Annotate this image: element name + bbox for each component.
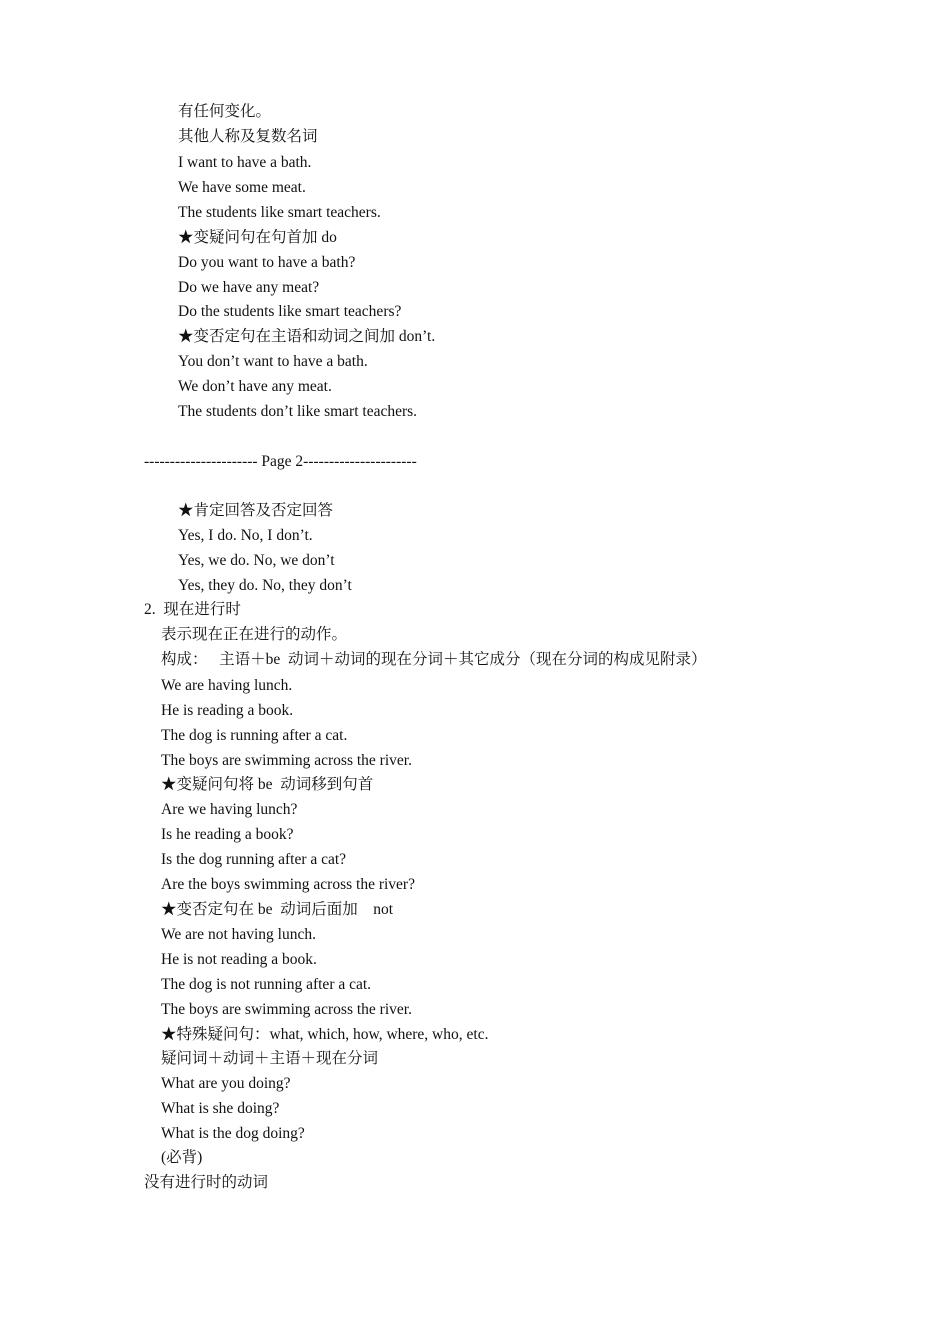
example-sentence: Is the dog running after a cat? [161,851,347,868]
text-line: 有任何变化。 [178,103,272,120]
page-separator: ---------------------- Page 2---------------------- [144,453,417,470]
rule-note: ★变否定句在主语和动词之间加 don’t. [178,328,436,345]
example-sentence: We are not having lunch. [161,926,316,943]
example-sentence: He is reading a book. [161,702,294,719]
example-sentence: He is not reading a book. [161,951,317,968]
example-sentence: Do we have any meat? [178,279,320,296]
rule-note: ★变疑问句在句首加 do [178,229,337,246]
section-heading: 没有进行时的动词 [144,1174,269,1191]
text-line: 其他人称及复数名词 [178,128,318,145]
example-sentence: We have some meat. [178,179,306,196]
rule-note: ★肯定回答及否定回答 [178,502,334,519]
section-heading: 2. 现在进行时 [144,601,241,618]
example-sentence: Are we having lunch? [161,801,298,818]
example-sentence: Yes, we do. No, we don’t [178,552,335,569]
example-sentence: Yes, they do. No, they don’t [178,577,352,594]
example-sentence: Are the boys swimming across the river? [161,876,415,893]
example-sentence: The students like smart teachers. [178,204,381,221]
example-sentence: Is he reading a book? [161,826,294,843]
example-sentence: The dog is running after a cat. [161,727,348,744]
example-sentence: I want to have a bath. [178,154,312,171]
rule-note: ★变疑问句将 be 动词移到句首 [161,776,374,793]
example-sentence: We don’t have any meat. [178,378,332,395]
text-line: 表示现在正在进行的动作。 [161,626,348,643]
text-line: (必背) [161,1149,203,1166]
example-sentence: The boys are swimming across the river. [161,752,412,769]
example-sentence: The students don’t like smart teachers. [178,403,418,420]
example-sentence: You don’t want to have a bath. [178,353,368,370]
example-sentence: Do the students like smart teachers? [178,303,402,320]
example-sentence: The dog is not running after a cat. [161,976,372,993]
example-sentence: What is she doing? [161,1100,280,1117]
example-sentence: We are having lunch. [161,677,293,694]
example-sentence: Yes, I do. No, I don’t. [178,527,313,544]
example-sentence: Do you want to have a bath? [178,254,356,271]
structure-formula: 疑问词＋动词＋主语＋现在分词 [161,1050,379,1067]
example-sentence: What are you doing? [161,1075,291,1092]
rule-note: ★变否定句在 be 动词后面加 not [161,901,394,918]
example-sentence: The boys are swimming across the river. [161,1001,412,1018]
rule-note: ★特殊疑问句：what, which, how, where, who, etc. [161,1026,489,1043]
example-sentence: What is the dog doing? [161,1125,305,1142]
structure-formula: 构成： 主语＋be 动词＋动词的现在分词＋其它成分（现在分词的构成见附录） [161,651,707,668]
